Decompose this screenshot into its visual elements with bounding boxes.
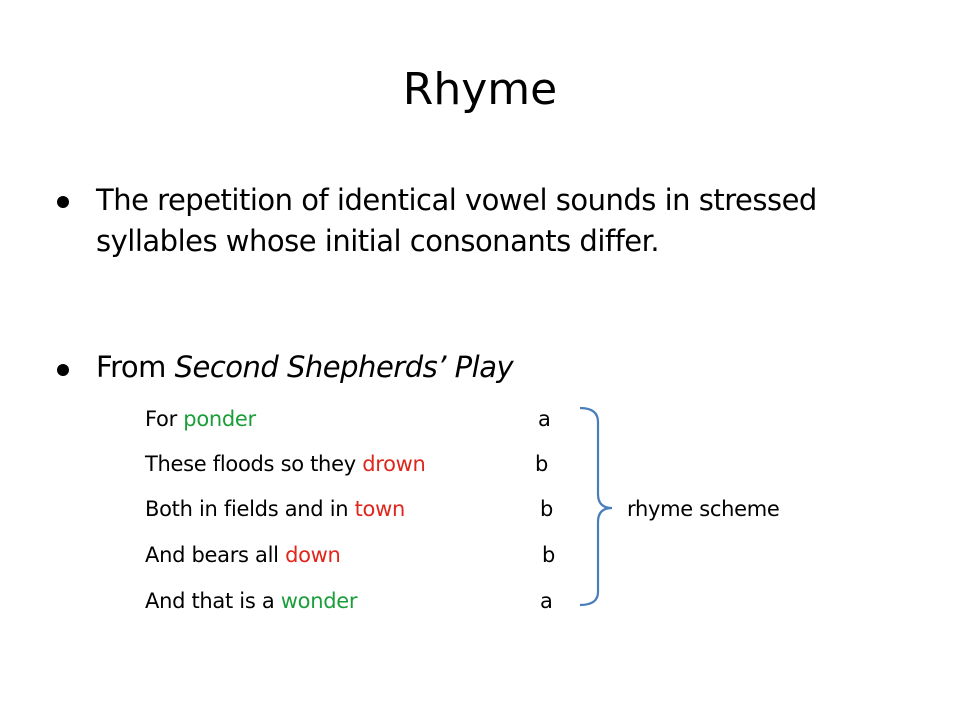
- rhyme-letter: b: [542, 543, 556, 567]
- rhyme-word: down: [285, 543, 341, 567]
- rhyme-scheme-label: rhyme scheme: [627, 497, 780, 521]
- poem-line-text: And bears all: [145, 543, 286, 567]
- rhyme-word: wonder: [280, 589, 358, 613]
- rhyme-letter: a: [538, 407, 551, 431]
- rhyme-word: ponder: [183, 407, 256, 431]
- source-prefix: From: [96, 350, 175, 384]
- source-title: Second Shepherds’ Play: [174, 350, 514, 384]
- poem-line-text: For: [145, 407, 184, 431]
- rhyme-letter: b: [535, 452, 549, 476]
- rhyme-word: drown: [362, 452, 426, 476]
- rhyme-word: town: [354, 497, 405, 521]
- poem-line-text: And that is a: [145, 589, 281, 613]
- slide-title: Rhyme: [402, 64, 558, 115]
- poem-line-text: Both in fields and in: [145, 497, 355, 521]
- rhyme-letter: a: [540, 589, 553, 613]
- poem-line-text: These floods so they: [145, 452, 363, 476]
- rhyme-letter: b: [540, 497, 554, 521]
- bullet-definition: The repetition of identical vowel sounds in stressed syllables whose initial consonants differ.: [96, 183, 817, 258]
